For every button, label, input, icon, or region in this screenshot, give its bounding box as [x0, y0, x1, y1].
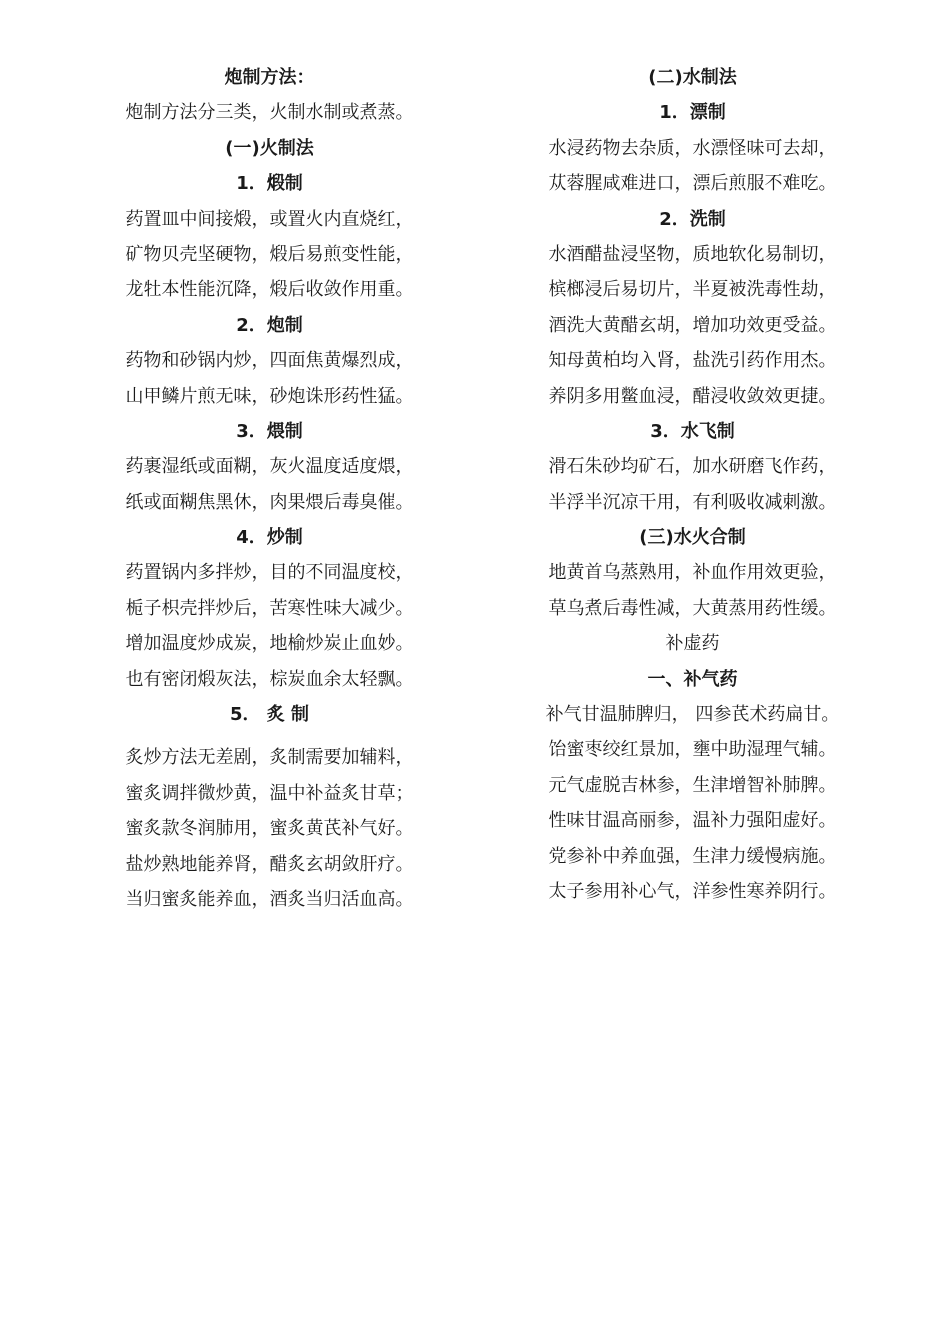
verse-line: 党参补中养血强，生津力缓慢病施。 — [548, 845, 837, 867]
intro-line: 炮制方法分三类，火制水制或煮蒸。 — [125, 102, 414, 124]
subheading-simmering: 3．煨制 — [236, 420, 303, 442]
spacer — [72, 732, 467, 740]
verse-line: 药置皿中间接煅，或置火内直烧红， — [125, 208, 414, 230]
verse-line: 滑石朱砂均矿石，加水研磨飞作药， — [548, 456, 837, 478]
verse-line: 也有密闭煅灰法，棕炭血余太轻飘。 — [125, 668, 414, 690]
verse-line: 性味甘温高丽参，温补力强阳虚好。 — [548, 810, 837, 832]
verse-line: 盐炒熟地能养肾，醋炙玄胡敛肝疗。 — [125, 853, 414, 875]
section-heading-fire: (一)火制法 — [225, 137, 314, 159]
verse-line: 地黄首乌蒸熟用，补血作用效更验， — [548, 562, 837, 584]
verse-line: 山甲鳞片煎无味，砂炮诛形药性猛。 — [125, 385, 414, 407]
verse-line: 养阴多用鳖血浸，醋浸收敛效更捷。 — [548, 385, 837, 407]
verse-line: 当归蜜炙能养血，酒炙当归活血高。 — [125, 888, 414, 910]
subheading-rinsing: 1．漂制 — [659, 102, 726, 124]
subheading-levigating: 3．水飞制 — [650, 420, 735, 442]
verse-line: 水浸药物去杂质，水漂怪味可去却， — [548, 137, 837, 159]
verse-line: 水酒醋盐浸坚物，质地软化易制切， — [548, 243, 837, 265]
subheading-roasting: 2．炮制 — [236, 314, 303, 336]
subheading-stir-frying: 4．炒制 — [236, 527, 303, 549]
subheading-calcining: 1．煅制 — [236, 173, 303, 195]
left-column — [72, 60, 467, 917]
verse-line: 龙牡本性能沉降，煅后收敛作用重。 — [125, 279, 414, 301]
section-heading-combined: (三)水火合制 — [639, 527, 746, 549]
verse-line: 元气虚脱吉林参，生津增智补肺脾。 — [548, 774, 837, 796]
verse-line: 蜜炙调拌微炒黄，温中补益炙甘草； — [125, 782, 414, 804]
verse-line: 补气甘温肺脾归， 四参芪术药扁甘。 — [545, 704, 840, 726]
verse-line: 炙炒方法无差剧，炙制需要加辅料， — [125, 747, 414, 769]
subheading-qi-tonics: 一、补气药 — [647, 668, 738, 690]
verse-line: 栀子枳壳拌炒后，苦寒性味大减少。 — [125, 597, 414, 619]
subheading-honey-frying: 5． 炙 制 — [229, 704, 310, 726]
verse-line: 增加温度炒成炭，地榆炒炭止血妙。 — [125, 633, 414, 655]
verse-line: 药物和砂锅内炒，四面焦黄爆烈成， — [125, 350, 414, 372]
verse-line: 苁蓉腥咸难进口，漂后煎服不难吃。 — [548, 173, 837, 195]
verse-line: 纸或面糊焦黑休，肉果煨后毒臭催。 — [125, 491, 414, 513]
verse-line: 知母黄柏均入肾，盐洗引药作用杰。 — [548, 350, 837, 372]
chapter-title: 补虚药 — [665, 633, 720, 655]
verse-line: 药裹湿纸或面糊，灰火温度适度煨， — [125, 456, 414, 478]
verse-line: 蜜炙款冬润肺用，蜜炙黄芪补气好。 — [125, 818, 414, 840]
subheading-washing: 2．洗制 — [659, 208, 726, 230]
right-column — [505, 60, 880, 909]
verse-line: 饴蜜枣绞红景加，壅中助湿理气辅。 — [548, 739, 837, 761]
verse-line: 草乌煮后毒性减，大黄蒸用药性缓。 — [548, 597, 837, 619]
section-title: 炮制方法： — [224, 67, 315, 88]
verse-line: 太子参用补心气，洋参性寒养阴行。 — [548, 880, 837, 902]
verse-line: 酒洗大黄醋玄胡，增加功效更受益。 — [548, 314, 837, 336]
verse-line: 槟榔浸后易切片，半夏被洗毒性劫， — [548, 279, 837, 301]
verse-line: 矿物贝壳坚硬物，煅后易煎变性能， — [125, 243, 414, 265]
verse-line: 半浮半沉凉干用，有利吸收减刺激。 — [548, 491, 837, 513]
verse-line: 药置锅内多拌炒，目的不同温度校， — [125, 562, 414, 584]
section-heading-water: (二)水制法 — [648, 67, 737, 88]
